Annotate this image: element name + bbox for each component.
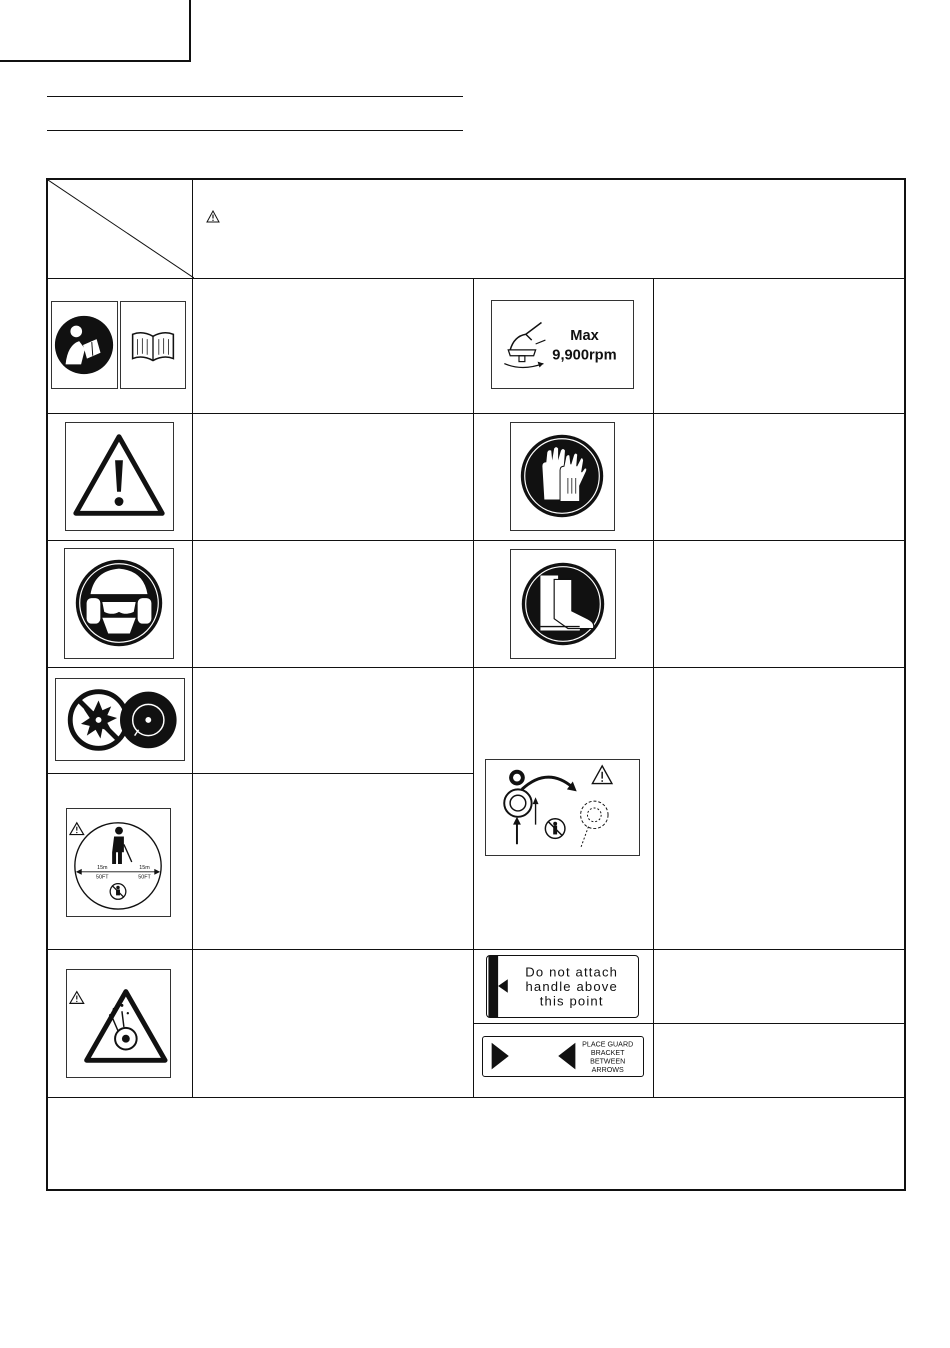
max-rpm-icon (491, 300, 634, 389)
distance-left-ft: 50FT (96, 874, 109, 881)
header-diagonal (48, 180, 194, 278)
handle-label-line1: Do not attach (525, 964, 619, 980)
boots-icon (510, 549, 616, 659)
guard-label-icon (482, 1036, 644, 1077)
handle-label-line3: this point (539, 993, 604, 1009)
thrown-objects-icon (66, 969, 171, 1078)
handle-label-line2: handle above (525, 978, 618, 994)
distance-right-ft: 50FT (138, 874, 151, 881)
gloves-icon (510, 422, 615, 531)
guard-label-line2: BRACKET (590, 1049, 625, 1058)
manual-book-icon (120, 301, 186, 389)
read-manual-icon (51, 301, 118, 389)
page-tab-box (0, 0, 191, 62)
blade-prohibited-icon (55, 678, 185, 761)
distance-left-m: 15m (97, 864, 108, 871)
warning-triangle-icon (206, 210, 220, 223)
max-rpm-line1: Max (570, 328, 599, 345)
guard-label-line3: BETWEEN (590, 1057, 626, 1066)
handle-label-icon (486, 955, 639, 1018)
head-protection-icon (64, 548, 174, 659)
heading-rule-top (47, 96, 463, 97)
rotation-direction-icon (485, 759, 640, 856)
safety-distance-icon (66, 808, 171, 917)
guard-label-line4: ARROWS (591, 1066, 624, 1075)
guard-label-line1: PLACE GUARD (582, 1040, 634, 1049)
heading-rule-bottom (47, 130, 463, 131)
warning-icon (65, 422, 174, 531)
max-rpm-line2: 9,900rpm (552, 347, 617, 364)
distance-right-m: 15m (139, 864, 150, 871)
